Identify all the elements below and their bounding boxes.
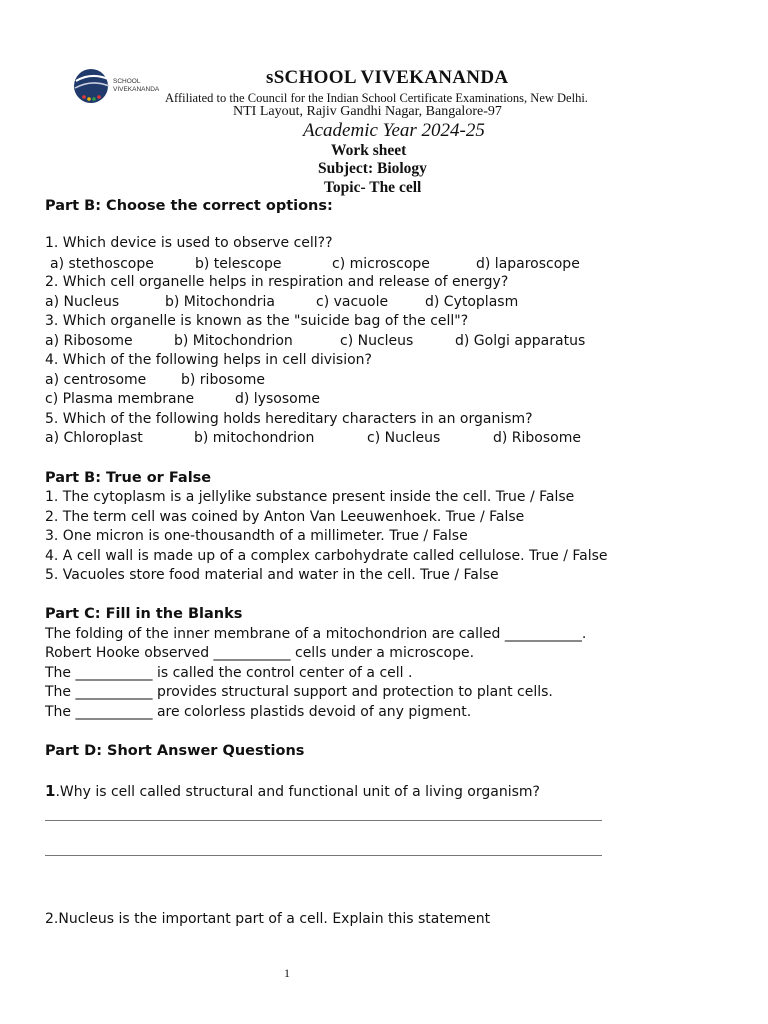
mcq-q5-option-b: b) mitochondrion <box>194 430 315 446</box>
tf-item: 4. A cell wall is made up of a complex carbohydrate called cellulose. True / False <box>45 548 608 564</box>
page-number: 1 <box>284 966 290 980</box>
question-1-number: 1 <box>45 782 56 800</box>
mcq-question-5: 5. Which of the following holds hereditary characters in an organism? <box>45 411 533 427</box>
tf-item: 3. One micron is one-thousandth of a millimeter. True / False <box>45 528 468 544</box>
academic-year: Academic Year 2024-25 <box>303 120 485 141</box>
mcq-q4-option-c: c) Plasma membrane <box>45 391 195 407</box>
answer-line <box>45 820 602 821</box>
mcq-q5-option-d: d) Ribosome <box>493 430 581 446</box>
mcq-q1-option-c: c) microscope <box>332 256 430 272</box>
mcq-q2-option-a: a) Nucleus <box>45 294 120 310</box>
mcq-q2-option-c: c) vacuole <box>316 294 389 310</box>
mcq-q1-option-a: a) stethoscope <box>50 256 154 272</box>
part-d-heading: Part D: Short Answer Questions <box>45 743 305 759</box>
fill-blank-item: The folding of the inner membrane of a mitochondrion are called ___________. <box>45 626 587 642</box>
short-answer-question-1 <box>45 782 540 800</box>
mcq-question-2: 2. Which cell organelle helps in respiration and release of energy? <box>45 274 509 290</box>
school-logo-icon <box>72 66 168 110</box>
mcq-q1-option-d: d) laparoscope <box>476 256 580 272</box>
mcq-q5-option-c: c) Nucleus <box>367 430 441 446</box>
mcq-q4-option-b: b) ribosome <box>181 372 266 388</box>
answer-line <box>45 855 602 856</box>
part-c-heading: Part C: Fill in the Blanks <box>45 606 243 622</box>
part-b-mcq-heading: Part B: Choose the correct options: <box>45 198 333 214</box>
mcq-q3-option-b: b) Mitochondrion <box>174 333 293 349</box>
mcq-q4-option-d: d) lysosome <box>235 391 320 407</box>
mcq-q3-option-d: d) Golgi apparatus <box>455 333 586 349</box>
worksheet-title: Work sheet <box>331 142 407 159</box>
mcq-question-1: 1. Which device is used to observe cell?? <box>45 235 333 251</box>
mcq-question-4: 4. Which of the following helps in cell division? <box>45 352 372 368</box>
mcq-question-3: 3. Which organelle is known as the "suicide bag of the cell"? <box>45 313 469 329</box>
mcq-q3-option-a: a) Ribosome <box>45 333 133 349</box>
mcq-q2-option-d: d) Cytoplasm <box>425 294 519 310</box>
subject-line: Subject: Biology <box>318 160 427 177</box>
mcq-q2-option-b: b) Mitochondria <box>165 294 275 310</box>
tf-item: 5. Vacuoles store food material and water in the cell. True / False <box>45 567 499 583</box>
tf-item: 2. The term cell was coined by Anton Van Leeuwenhoek. True / False <box>45 509 525 525</box>
affiliation: Affiliated to the Council for the Indian School Certificate Examinations, New Delhi. <box>165 91 588 105</box>
logo-text-1: SCHOOL <box>113 78 141 85</box>
short-answer-question-2: 2.Nucleus is the important part of a cell. Explain this statement <box>45 911 491 927</box>
school-name: sSCHOOL VIVEKANANDA <box>266 67 509 88</box>
school-address: NTI Layout, Rajiv Gandhi Nagar, Bangalore-97 <box>233 104 502 119</box>
topic-line: Topic- The cell <box>324 179 422 196</box>
mcq-q4-option-a: a) centrosome <box>45 372 147 388</box>
school-logo <box>72 66 168 110</box>
question-1-text: .Why is cell called structural and functional unit of a living organism? <box>55 784 540 800</box>
part-b-tf-heading: Part B: True or False <box>45 470 212 486</box>
mcq-q5-option-a: a) Chloroplast <box>45 430 143 446</box>
fill-blank-item: The ___________ are colorless plastids devoid of any pigment. <box>45 704 472 720</box>
fill-blank-item: Robert Hooke observed ___________ cells under a microscope. <box>45 645 475 661</box>
mcq-q1-option-b: b) telescope <box>195 256 282 272</box>
mcq-q3-option-c: c) Nucleus <box>340 333 414 349</box>
logo-text-2: VIVEKANANDA <box>113 86 160 93</box>
fill-blank-item: The ___________ is called the control center of a cell . <box>45 665 413 681</box>
fill-blank-item: The ___________ provides structural support and protection to plant cells. <box>45 684 553 700</box>
tf-item: 1. The cytoplasm is a jellylike substance present inside the cell. True / False <box>45 489 575 505</box>
